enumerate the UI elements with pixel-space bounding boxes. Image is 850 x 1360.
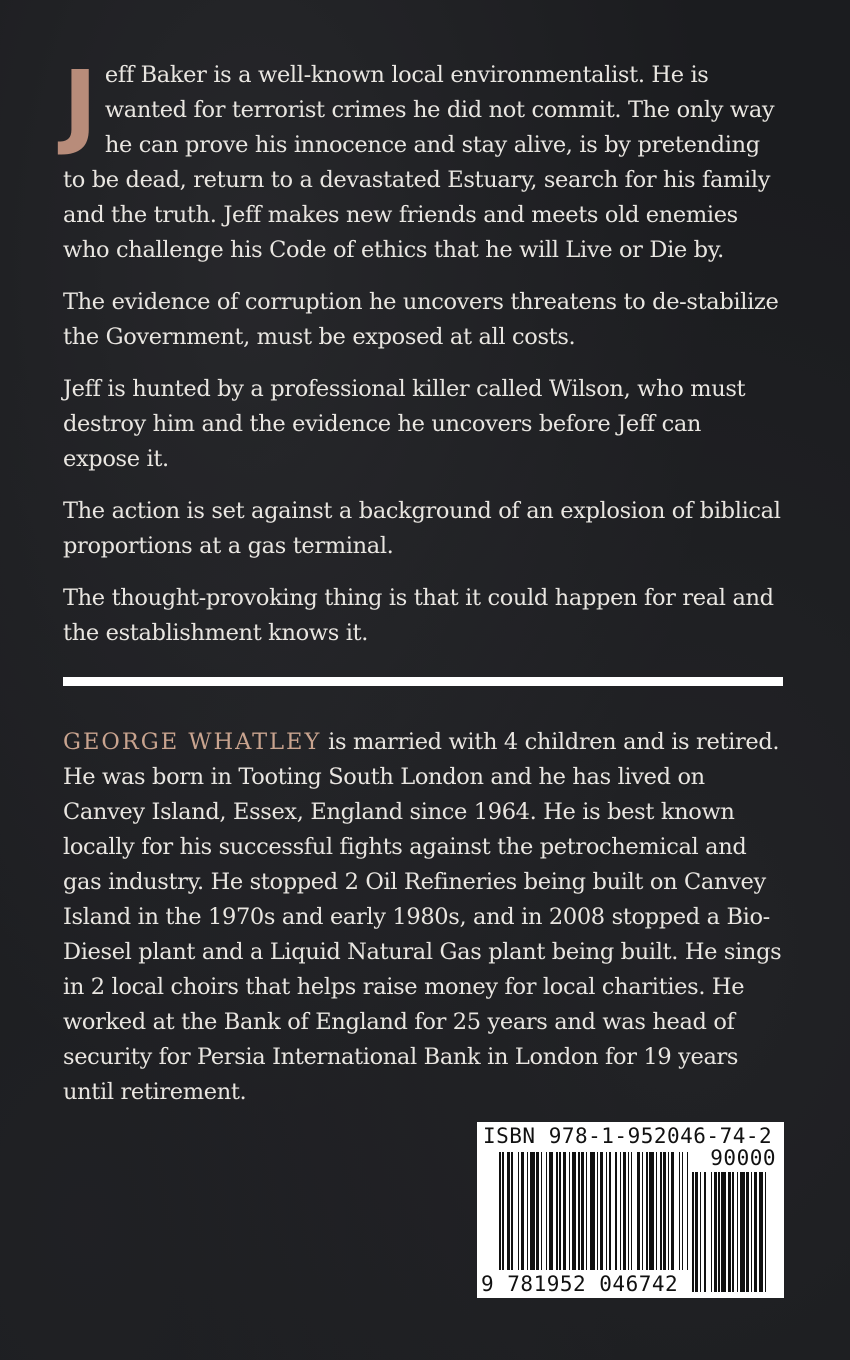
barcode-bar (549, 1152, 554, 1270)
barcode-bar (541, 1152, 543, 1270)
barcode-bar (646, 1152, 648, 1270)
author-bio-text: is married with 4 children and is retired. He was born in Tooting South London and he has lived on Canvey Island, Essex, England since 1964. He is best known locally for his successful fights against the petrochemical and gas industry. He stopped 2 Oil Refineries being built on Canvey Island in the 1970s and early 1980s, and in 2008 stopped a Bio-Diesel plant and a Liquid Natural Gas plant being built. He sings in 2 local choirs that helps raise money for local charities. He worked at the Bank of England for 25 years and was head of security for Persia International Bank in London for 19 years until retirement. (63, 729, 782, 1105)
barcode-bar (502, 1152, 504, 1270)
author-name: GEORGE WHATLEY (63, 729, 322, 755)
barcode-bar (600, 1152, 603, 1270)
blurb-paragraph-4: The action is set against a background of an explosion of biblical proportions at a gas terminal. (63, 498, 781, 559)
price-addon-number: 90000 (710, 1146, 776, 1170)
barcode-bar (581, 1152, 584, 1270)
barcode-bar (721, 1172, 726, 1292)
ean-barcode-bars (499, 1152, 689, 1270)
blurb-paragraph-1 (63, 51, 783, 268)
barcode-bar (714, 1172, 717, 1292)
barcode-bar (656, 1152, 658, 1270)
barcode-bar (606, 1152, 608, 1270)
blurb-paragraph-5: The thought-provoking thing is that it could happen for real and the establishment knows it. (63, 585, 774, 646)
barcode-bar (728, 1172, 731, 1292)
barcode-bar (536, 1152, 539, 1270)
book-blurb (63, 51, 783, 668)
barcode-bar (615, 1152, 617, 1270)
barcode-bar (521, 1152, 524, 1270)
barcode-bar (704, 1172, 706, 1292)
barcode-bar (695, 1172, 698, 1292)
addon-barcode-bars (692, 1172, 778, 1292)
barcode-bar (682, 1152, 684, 1270)
barcode-bar (679, 1152, 681, 1270)
barcode-bar (631, 1152, 633, 1270)
blurb-paragraph-3: Jeff is hunted by a professional killer called Wilson, who must destroy him and the evidence he uncovers before Jeff can expose it. (63, 376, 746, 472)
blurb-paragraph-2: The evidence of corruption he uncovers threatens to de-stabilize the Government, must be exposed at all costs. (63, 289, 779, 350)
barcode-bar (569, 1152, 571, 1270)
barcode-bar (507, 1152, 510, 1270)
barcode-bar (746, 1172, 749, 1292)
barcode-bar (628, 1152, 630, 1270)
barcode-bar (609, 1152, 611, 1270)
barcode-bar (692, 1172, 694, 1292)
barcode-bar (737, 1172, 739, 1292)
barcode-bar (751, 1172, 753, 1292)
barcode-bar (759, 1172, 764, 1292)
barcode-bar (754, 1172, 757, 1292)
barcode-bar (620, 1152, 622, 1270)
barcode-bar (660, 1152, 662, 1270)
blurb-paragraph-1-text: eff Baker is a well-known local environmentalist. He is wanted for terrorist crimes he did not commit. The only way he can prove his innocence and stay alive, is by pretending to be dead, return to a devastated Estuary, search for his family and the truth. Jeff makes new friends and meets old enemies who challenge his Code of ethics that he will Live or Die by. (63, 62, 775, 263)
isbn-barcode (477, 1122, 784, 1298)
barcode-bar (671, 1152, 674, 1270)
barcode-bar (578, 1152, 580, 1270)
barcode-bar (700, 1172, 702, 1292)
isbn-label: ISBN 978-1-952046-74-2 (483, 1124, 773, 1148)
barcode-bar (597, 1152, 599, 1270)
barcode-bar (668, 1152, 670, 1270)
barcode-bar (623, 1152, 626, 1270)
barcode-bar (527, 1152, 529, 1270)
barcode-bar (732, 1172, 734, 1292)
barcode-bar (642, 1152, 644, 1270)
barcode-bar (718, 1172, 720, 1292)
barcode-bar (663, 1152, 666, 1270)
barcode-bar (499, 1152, 501, 1270)
drop-cap: J (63, 51, 97, 158)
barcode-bar (765, 1172, 767, 1292)
barcode-bar (649, 1152, 654, 1270)
author-bio-paragraph (63, 725, 783, 1110)
barcode-bar (687, 1152, 689, 1270)
barcode-bar (586, 1152, 588, 1270)
author-bio (63, 725, 783, 1110)
barcode-bar (511, 1152, 513, 1270)
barcode-bar (559, 1152, 561, 1270)
barcode-bar (530, 1152, 535, 1270)
barcode-bar (572, 1152, 577, 1270)
barcode-bar (637, 1152, 640, 1270)
barcode-bar (590, 1152, 595, 1270)
barcode-bar (546, 1152, 548, 1270)
barcode-bar (740, 1172, 745, 1292)
ean-number: 9 781952 046742 (481, 1272, 679, 1296)
barcode-bar (711, 1172, 713, 1292)
barcode-bar (518, 1152, 520, 1270)
section-divider (63, 677, 783, 686)
barcode-bar (556, 1152, 558, 1270)
barcode-bar (563, 1152, 566, 1270)
